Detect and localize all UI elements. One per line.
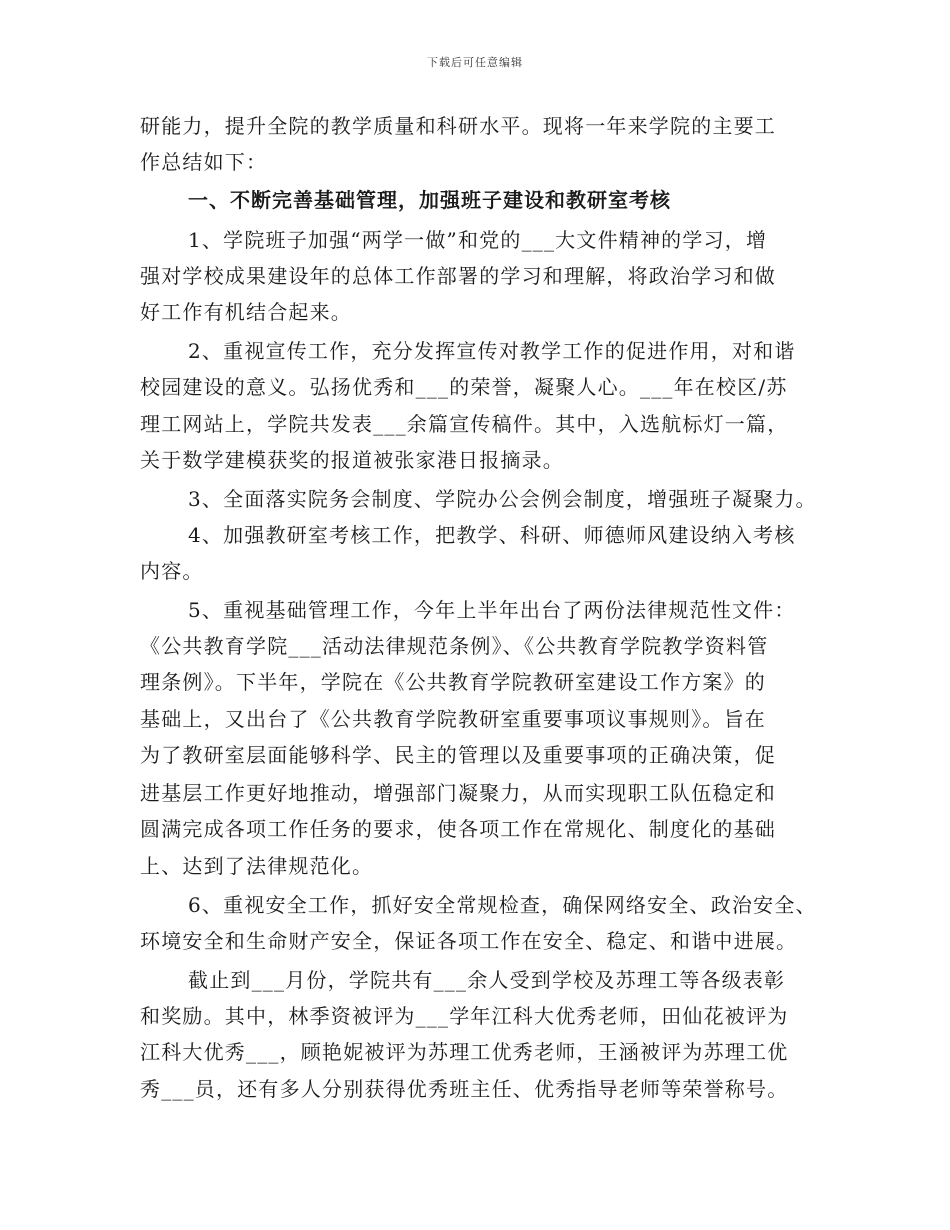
paragraph-start: 5、重视基础管理工作，今年上半年出台了两份法律规范性文件： — [188, 598, 796, 622]
body-line: 理条例》。下半年，学院在《公共教育学院教研室建设工作方案》的 — [140, 670, 766, 694]
body-line: 研能力，提升全院的教学质量和科研水平。现将一年来学院的主要工 — [140, 114, 776, 138]
paragraph-start: 1、学院班子加强“两学一做”和党的___大文件精神的学习，增 — [188, 228, 768, 252]
paragraph-start: 3、全面落实院务会制度、学院办公会例会制度，增强班子凝聚力。 — [188, 487, 817, 511]
paragraph-start: 2、重视宣传工作，充分发挥宣传对教学工作的促进作用，对和谐 — [188, 339, 796, 363]
body-line: 关于数学建模获奖的报道被张家港日报摘录。 — [140, 448, 564, 472]
body-line: 强对学校成果建设年的总体工作部署的学习和理解，将政治学习和做 — [140, 264, 776, 288]
body-line: 秀___员，还有多人分别获得优秀班主任、优秀指导老师等荣誉称号。 — [140, 1077, 789, 1101]
body-line: 好工作有机结合起来。 — [140, 300, 352, 324]
body-line: 圆满完成各项工作任务的要求，使各项工作在常规化、制度化的基础 — [140, 817, 776, 841]
body-line: 为了教研室层面能够科学、民主的管理以及重要事项的正确决策，促 — [140, 743, 776, 767]
section-heading: 一、不断完善基础管理，加强班子建设和教研室考核 — [188, 188, 671, 212]
body-line: 作总结如下： — [140, 150, 268, 174]
paragraph-start: 截止到___月份，学院共有___余人受到学校及苏理工等各级表彰 — [188, 968, 786, 992]
body-line: 内容。 — [140, 559, 204, 583]
body-line: 上、达到了法律规范化。 — [140, 854, 374, 878]
paragraph-start: 4、加强教研室考核工作，把教学、科研、师德师风建设纳入考核 — [188, 523, 796, 547]
body-line: 基础上，又出台了《公共教育学院教研室重要事项议事规则》。旨在 — [140, 707, 766, 731]
body-line: 环境安全和生命财产安全，保证各项工作在安全、稳定、和谐中进展。 — [140, 929, 798, 953]
body-line: 和奖励。其中，林季资被评为___学年江科大优秀老师，田仙花被评为 — [140, 1004, 789, 1028]
body-line: 理工网站上，学院共发表___余篇宣传稿件。其中，入选航标灯一篇， — [140, 412, 789, 436]
body-line: 《公共教育学院___活动法律规范条例》、《公共教育学院教学资料管 — [140, 634, 769, 658]
body-line: 进基层工作更好地推动，增强部门凝聚力，从而实现职工队伍稳定和 — [140, 781, 776, 805]
body-line: 校园建设的意义。弘扬优秀和___的荣誉，凝聚人心。___年在校区/苏 — [140, 375, 788, 399]
body-line: 江科大优秀___，顾艳妮被评为苏理工优秀老师，王涵被评为苏理工优 — [140, 1040, 789, 1064]
page-header: 下载后可任意编辑 — [427, 56, 523, 69]
paragraph-start: 6、重视安全工作，抓好安全常规检查，确保网络安全、政治安全、 — [188, 893, 817, 917]
